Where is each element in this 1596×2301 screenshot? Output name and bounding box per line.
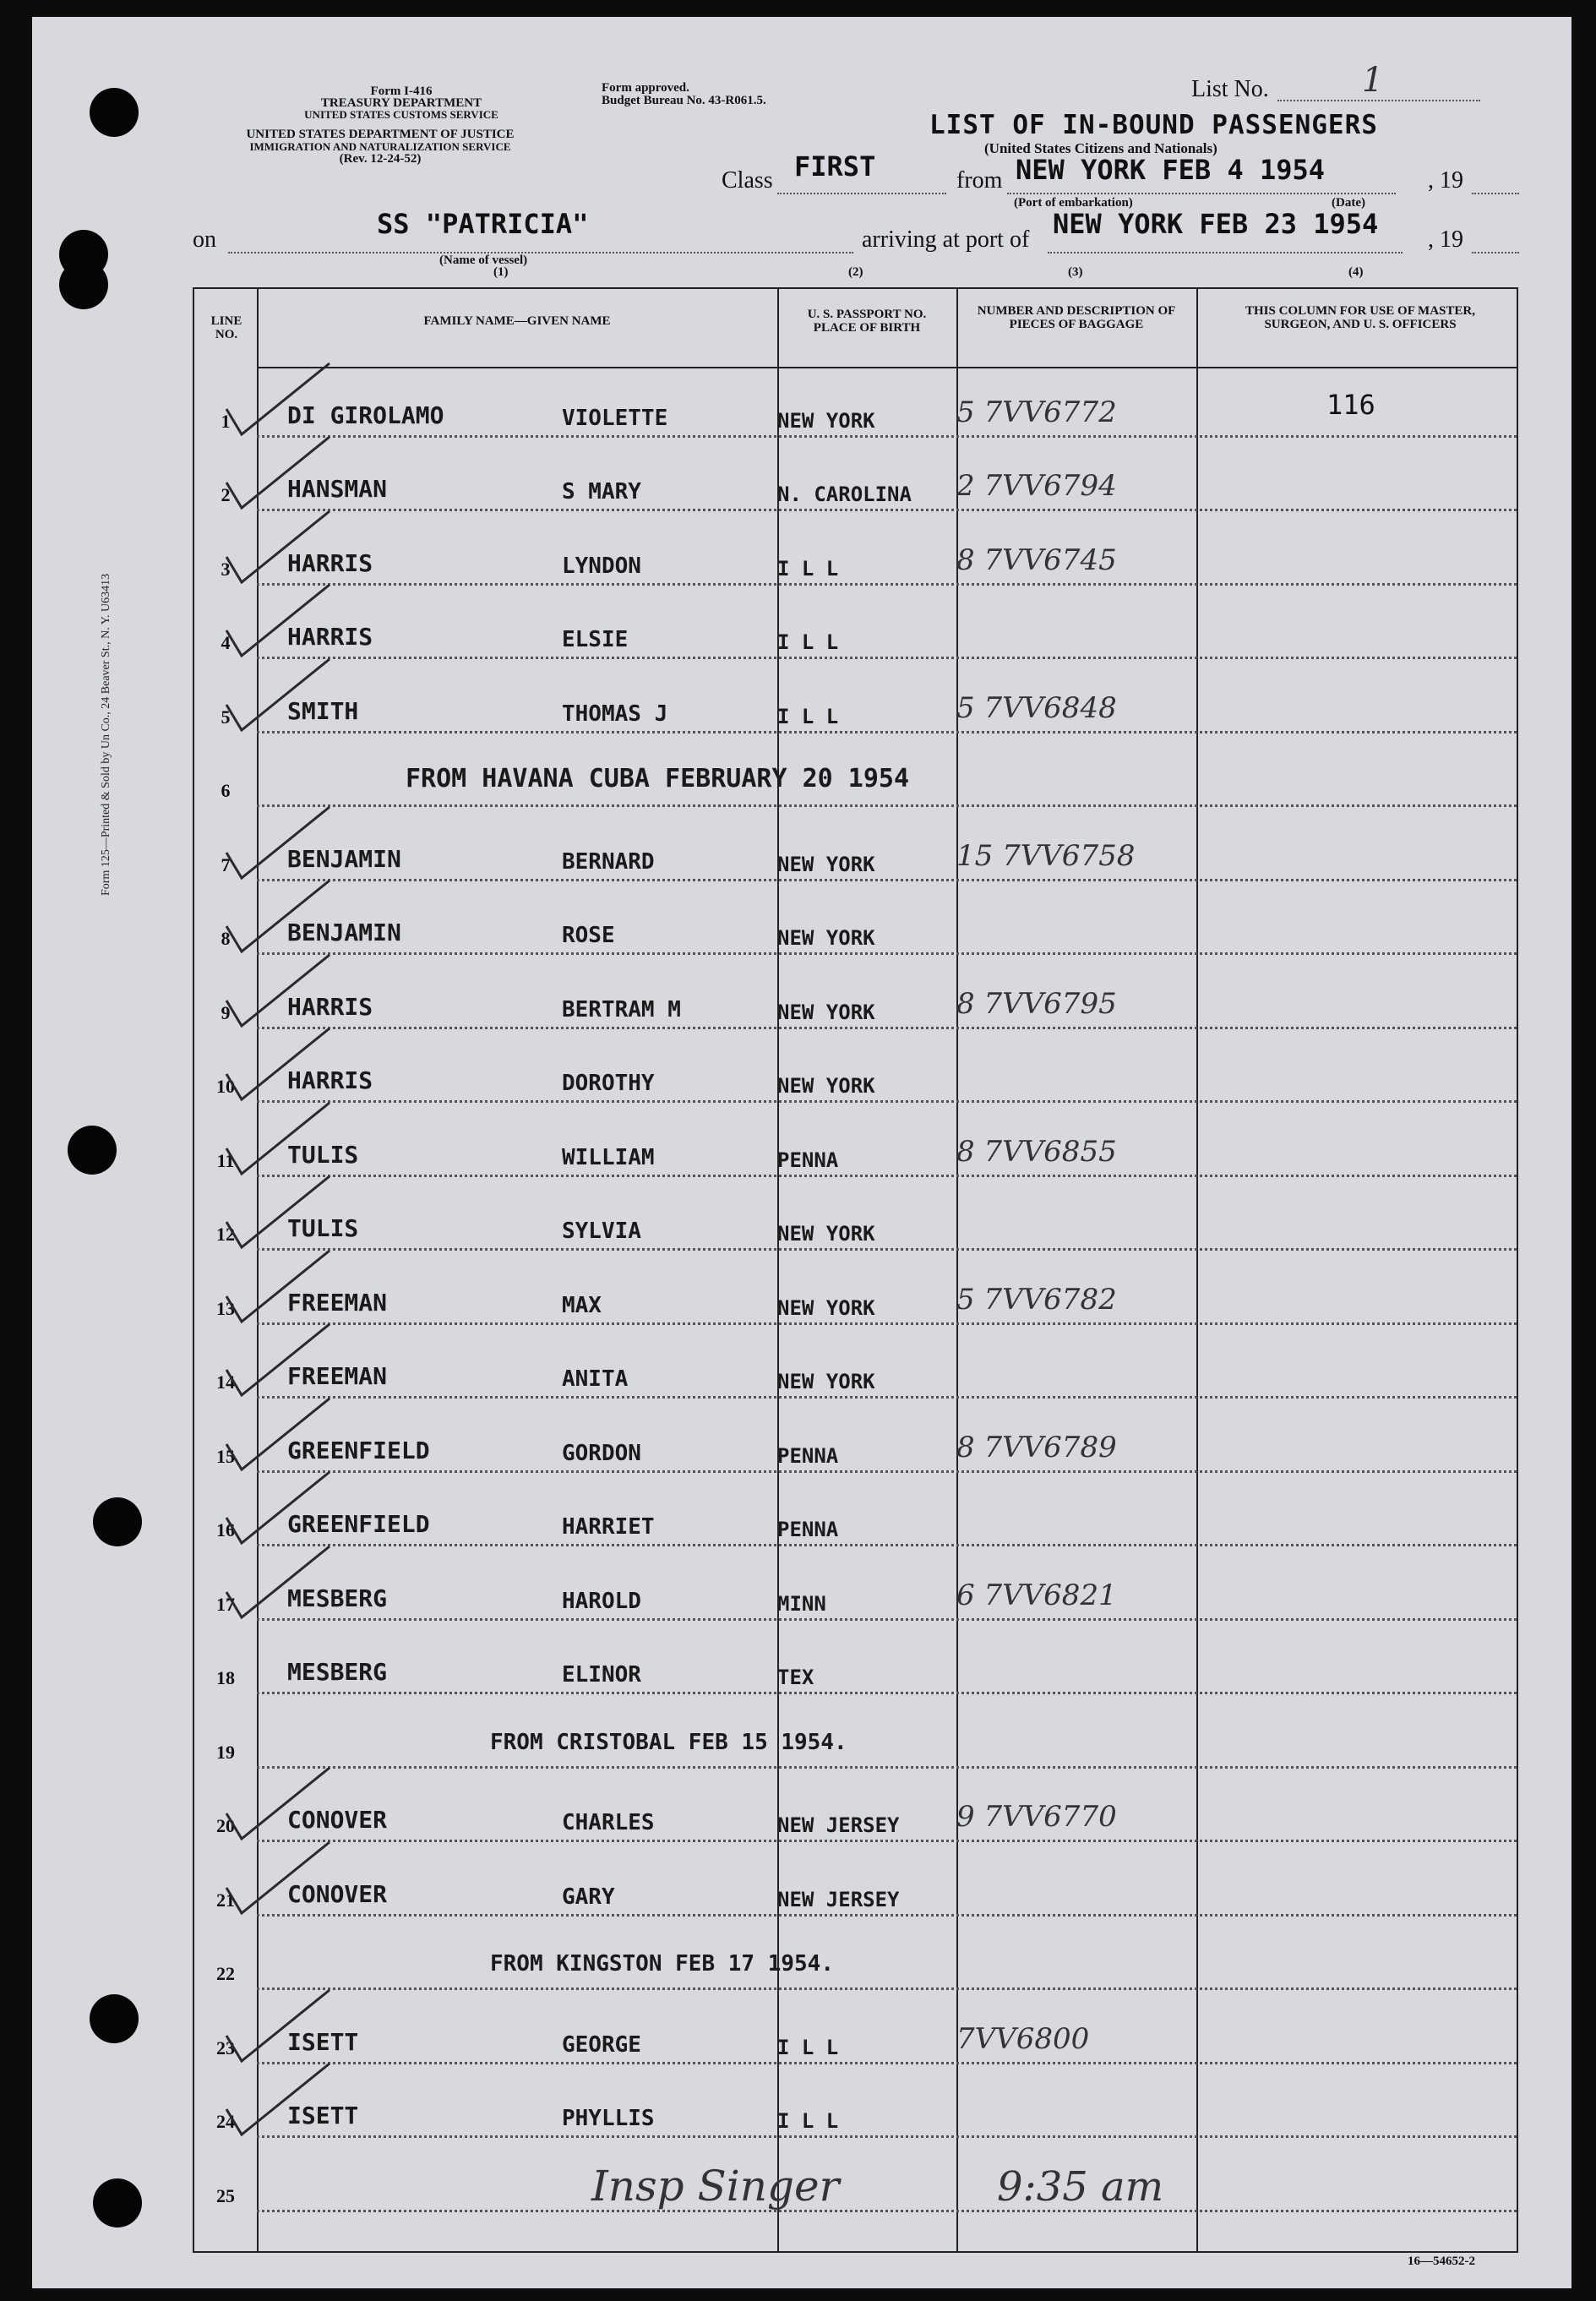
header-officers: THIS COLUMN FOR USE OF MASTER, SURGEON, AND U. S. OFFICERS <box>1245 304 1475 331</box>
section-heading: FROM KINGSTON FEB 17 1954. <box>490 1951 834 1977</box>
place-of-birth: PENNA <box>777 1148 839 1172</box>
arriving-label: arriving at port of <box>862 226 1030 253</box>
family-name: SMITH <box>287 696 359 725</box>
place-of-birth: PENNA <box>777 1518 839 1541</box>
row-rule <box>257 2062 1517 2064</box>
given-name: SYLVIA <box>562 1219 641 1244</box>
place-of-birth: PENNA <box>777 1443 839 1468</box>
place-of-birth: NEW YORK <box>777 1295 875 1320</box>
row-rule <box>257 1840 1517 1842</box>
col-4-caption: (4) <box>1348 265 1364 279</box>
table-row <box>194 1405 1517 1480</box>
col-1-caption: (1) <box>493 265 509 279</box>
given-name: S MARY <box>562 479 641 504</box>
table-row <box>194 1775 1517 1850</box>
table-row <box>194 1332 1517 1406</box>
given-name: GARY <box>562 1884 615 1910</box>
line-number: 18 <box>216 1667 235 1688</box>
line-number: 20 <box>216 1815 235 1836</box>
baggage-entry: 5 7VV6848 <box>956 690 1117 725</box>
line-number: 12 <box>216 1224 235 1245</box>
port-embarkation-caption: (Port of embarkation) <box>1014 196 1133 210</box>
line-number: 15 <box>216 1445 235 1467</box>
family-name: DI GIROLAMO <box>287 401 444 429</box>
arriving-value: NEW YORK FEB 23 1954 <box>1053 208 1379 240</box>
page-title: LIST OF IN-BOUND PASSENGERS <box>929 110 1378 140</box>
table-row <box>194 962 1517 1036</box>
given-name: HARRIET <box>562 1514 655 1540</box>
baggage-entry: 8 7VV6745 <box>956 543 1117 577</box>
given-name: ROSE <box>562 923 615 948</box>
table-row <box>194 1553 1517 1628</box>
given-name: HAROLD <box>562 1588 641 1614</box>
family-name: CONOVER <box>287 1879 388 1908</box>
row-rule <box>257 1987 1517 1990</box>
family-name: BENJAMIN <box>287 844 401 873</box>
header-baggage: NUMBER AND DESCRIPTION OF PIECES OF BAGGAGE <box>977 304 1176 331</box>
family-name: GREENFIELD <box>287 1510 430 1538</box>
place-of-birth: I L L <box>777 2109 839 2133</box>
row-rule <box>257 657 1517 659</box>
table-row <box>194 370 1517 444</box>
class-value: FIRST <box>794 150 876 183</box>
row-rule <box>257 1914 1517 1917</box>
table-row <box>194 1849 1517 1923</box>
place-of-birth: NEW JERSEY <box>777 1887 900 1911</box>
given-name: BERNARD <box>562 848 655 875</box>
line-number: 16 <box>216 1519 235 1540</box>
table-row <box>194 518 1517 592</box>
line-number: 7 <box>221 853 231 875</box>
line-number: 5 <box>221 706 231 728</box>
baggage-entry: 9 7VV6770 <box>956 1800 1117 1834</box>
given-name: THOMAS J <box>562 701 668 727</box>
table-row <box>194 1701 1517 1775</box>
family-name: HARRIS <box>287 623 373 651</box>
row-rule <box>257 731 1517 733</box>
table-row <box>194 888 1517 962</box>
row-rule <box>257 804 1517 807</box>
punch-hole <box>68 1126 117 1175</box>
checkmark-icon <box>220 652 338 745</box>
table-row <box>194 592 1517 667</box>
place-of-birth: I L L <box>777 2035 839 2059</box>
table-row <box>194 740 1517 815</box>
given-name: ELINOR <box>562 1662 641 1688</box>
given-name: PHYLLIS <box>562 2106 655 2131</box>
vessel-caption: (Name of vessel) <box>439 254 528 267</box>
section-heading: FROM HAVANA CUBA FEBRUARY 20 1954 <box>406 764 910 793</box>
line-number: 23 <box>216 2037 235 2058</box>
table-row <box>194 1036 1517 1110</box>
officer-note: 116 <box>1326 388 1375 421</box>
line-number: 2 <box>221 484 231 505</box>
row-rule <box>257 1470 1517 1473</box>
family-name: HARRIS <box>287 548 373 577</box>
row-rule <box>257 2210 1517 2212</box>
family-name: MESBERG <box>287 1658 388 1686</box>
table-row <box>194 1923 1517 1998</box>
year-line-1 <box>1472 193 1519 194</box>
row-rule <box>257 1027 1517 1029</box>
given-name: LYNDON <box>562 553 641 579</box>
place-of-birth: NEW YORK <box>777 852 875 876</box>
row-rule <box>257 2135 1517 2138</box>
on-label: on <box>193 226 216 253</box>
form-approved: Form approved. <box>602 81 689 95</box>
family-name: CONOVER <box>287 1806 388 1834</box>
place-of-birth: NEW YORK <box>777 1370 875 1393</box>
baggage-entry: 7VV6800 <box>956 2021 1090 2056</box>
checkmark-icon <box>220 1540 338 1633</box>
place-of-birth: I L L <box>777 556 839 581</box>
row-rule <box>257 952 1517 955</box>
list-no-value: 1 <box>1362 61 1384 100</box>
printer-side-note: Form 125—Printed & Sold by Un Co., 24 Beaver St., N. Y. U63413 <box>100 573 112 896</box>
given-name: GEORGE <box>562 2031 641 2058</box>
line-number: 25 <box>216 2184 235 2206</box>
punch-hole <box>90 88 139 137</box>
inspector-signature: Insp Singer <box>591 2161 840 2211</box>
place-of-birth: TEX <box>777 1666 814 1689</box>
family-name: HARRIS <box>287 992 373 1021</box>
line-number: 14 <box>216 1371 235 1393</box>
table-row <box>194 1628 1517 1702</box>
budget-bureau: Budget Bureau No. 43-R061.5. <box>602 94 766 107</box>
form-number: Form I-416 <box>370 85 433 98</box>
list-no-line <box>1277 100 1480 101</box>
place-of-birth: NEW YORK <box>777 1074 875 1098</box>
row-rule <box>257 879 1517 881</box>
line-number: 22 <box>216 1963 235 1984</box>
from-label: from <box>956 167 1003 194</box>
row-rule <box>257 1544 1517 1546</box>
row-rule <box>257 1692 1517 1694</box>
family-name: HARRIS <box>287 1066 373 1094</box>
place-of-birth: NEW YORK <box>777 1222 875 1246</box>
table-row <box>194 444 1517 519</box>
col-2-caption: (2) <box>848 265 863 279</box>
family-name: TULIS <box>287 1214 359 1242</box>
table-row <box>194 1184 1517 1258</box>
line-number: 8 <box>221 928 231 949</box>
vessel-name: SS "PATRICIA" <box>377 208 589 240</box>
dept-customs: UNITED STATES CUSTOMS SERVICE <box>304 108 498 121</box>
given-name: ANITA <box>562 1366 629 1392</box>
punch-hole <box>90 1994 139 2043</box>
row-rule <box>257 509 1517 511</box>
section-heading: FROM CRISTOBAL FEB 15 1954. <box>490 1729 847 1755</box>
row-rule <box>257 1100 1517 1103</box>
line-number: 4 <box>221 632 231 653</box>
inspection-time: 9:35 am <box>997 2162 1164 2211</box>
line-number: 17 <box>216 1593 235 1615</box>
place-of-birth: NEW JERSEY <box>777 1813 900 1837</box>
year-line-2 <box>1472 252 1519 254</box>
line-number: 13 <box>216 1297 235 1319</box>
table-row <box>194 1480 1517 1554</box>
checkmark-icon <box>220 2057 338 2150</box>
table-row <box>194 1110 1517 1184</box>
family-name: FREEMAN <box>287 1362 388 1390</box>
family-name: GREENFIELD <box>287 1436 430 1464</box>
baggage-entry: 15 7VV6758 <box>956 838 1136 873</box>
family-name: ISETT <box>287 2102 359 2129</box>
punch-hole <box>93 1497 142 1546</box>
row-rule <box>257 1396 1517 1399</box>
family-name: MESBERG <box>287 1584 388 1612</box>
dept-ins: IMMIGRATION AND NATURALIZATION SERVICE <box>249 140 511 153</box>
place-of-birth: I L L <box>777 630 839 654</box>
given-name: MAX <box>562 1292 602 1318</box>
line-number: 11 <box>216 1149 235 1171</box>
given-name: GORDON <box>562 1440 641 1466</box>
baggage-entry: 8 7VV6795 <box>956 986 1117 1021</box>
vessel-line <box>228 252 853 254</box>
place-of-birth: NEW YORK <box>777 408 875 433</box>
place-of-birth: NEW YORK <box>777 926 875 950</box>
year-suffix-1: , 19 <box>1428 167 1463 194</box>
dept-treasury: TREASURY DEPARTMENT <box>320 96 482 110</box>
place-of-birth: I L L <box>777 704 839 728</box>
line-number: 24 <box>216 2111 235 2132</box>
place-of-birth: N. CAROLINA <box>777 483 912 506</box>
given-name: CHARLES <box>562 1810 655 1835</box>
from-value: NEW YORK FEB 4 1954 <box>1016 154 1326 186</box>
checkmark-icon <box>220 1835 338 1928</box>
from-line <box>1007 193 1396 194</box>
family-name: HANSMAN <box>287 475 388 503</box>
table-row <box>194 814 1517 888</box>
given-name: ELSIE <box>562 627 629 652</box>
revision: (Rev. 12-24-52) <box>339 152 422 166</box>
header-rule <box>257 367 1517 368</box>
family-name: TULIS <box>287 1140 359 1169</box>
page-subtitle: (United States Citizens and Nationals) <box>984 140 1217 156</box>
baggage-entry: 2 7VV6794 <box>956 469 1117 503</box>
class-label: Class <box>722 167 773 194</box>
row-rule <box>257 1766 1517 1769</box>
table-row <box>194 1997 1517 2071</box>
line-number: 21 <box>216 1889 235 1911</box>
line-number: 6 <box>221 780 231 801</box>
arriving-line <box>1048 252 1403 254</box>
family-name: BENJAMIN <box>287 919 401 946</box>
place-of-birth: MINN <box>777 1591 826 1616</box>
row-rule <box>257 435 1517 438</box>
place-of-birth: NEW YORK <box>777 1000 875 1024</box>
footer-code: 16—54652-2 <box>1408 2255 1475 2268</box>
line-number: 10 <box>216 1076 235 1097</box>
baggage-entry: 5 7VV6772 <box>956 395 1117 429</box>
header-line-no: LINE NO. <box>210 314 242 341</box>
dept-justice: UNITED STATES DEPARTMENT OF JUSTICE <box>246 128 515 141</box>
row-rule <box>257 1618 1517 1621</box>
row-rule <box>257 1175 1517 1177</box>
year-suffix-2: , 19 <box>1428 226 1463 253</box>
col-3-caption: (3) <box>1068 265 1083 279</box>
class-line <box>777 193 946 194</box>
given-name: VIOLETTE <box>562 405 668 431</box>
punch-hole <box>59 260 108 309</box>
given-name: WILLIAM <box>562 1144 655 1170</box>
baggage-entry: 8 7VV6855 <box>956 1134 1117 1169</box>
passenger-table <box>193 287 1518 2253</box>
given-name: BERTRAM M <box>562 996 681 1022</box>
row-rule <box>257 583 1517 586</box>
table-row <box>194 1257 1517 1332</box>
baggage-entry: 5 7VV6782 <box>956 1282 1117 1317</box>
list-no-label: List No. <box>1191 76 1269 102</box>
table-row <box>194 2071 1517 2146</box>
family-name: FREEMAN <box>287 1288 388 1317</box>
row-rule <box>257 1322 1517 1325</box>
family-name: ISETT <box>287 2027 359 2056</box>
baggage-entry: 6 7VV6821 <box>956 1578 1117 1612</box>
line-number: 1 <box>221 410 231 432</box>
header-passport: U. S. PASSPORT NO. PLACE OF BIRTH <box>807 308 927 335</box>
table-row <box>194 666 1517 740</box>
line-number: 9 <box>221 1001 231 1023</box>
line-number: 19 <box>216 1741 235 1763</box>
punch-hole <box>93 2178 142 2227</box>
line-number: 3 <box>221 558 231 580</box>
given-name: DOROTHY <box>562 1071 655 1096</box>
header-name: FAMILY NAME—GIVEN NAME <box>423 314 611 328</box>
date-caption: (Date) <box>1332 196 1365 210</box>
baggage-entry: 8 7VV6789 <box>956 1430 1117 1464</box>
table-row <box>194 2145 1517 2219</box>
row-rule <box>257 1248 1517 1251</box>
